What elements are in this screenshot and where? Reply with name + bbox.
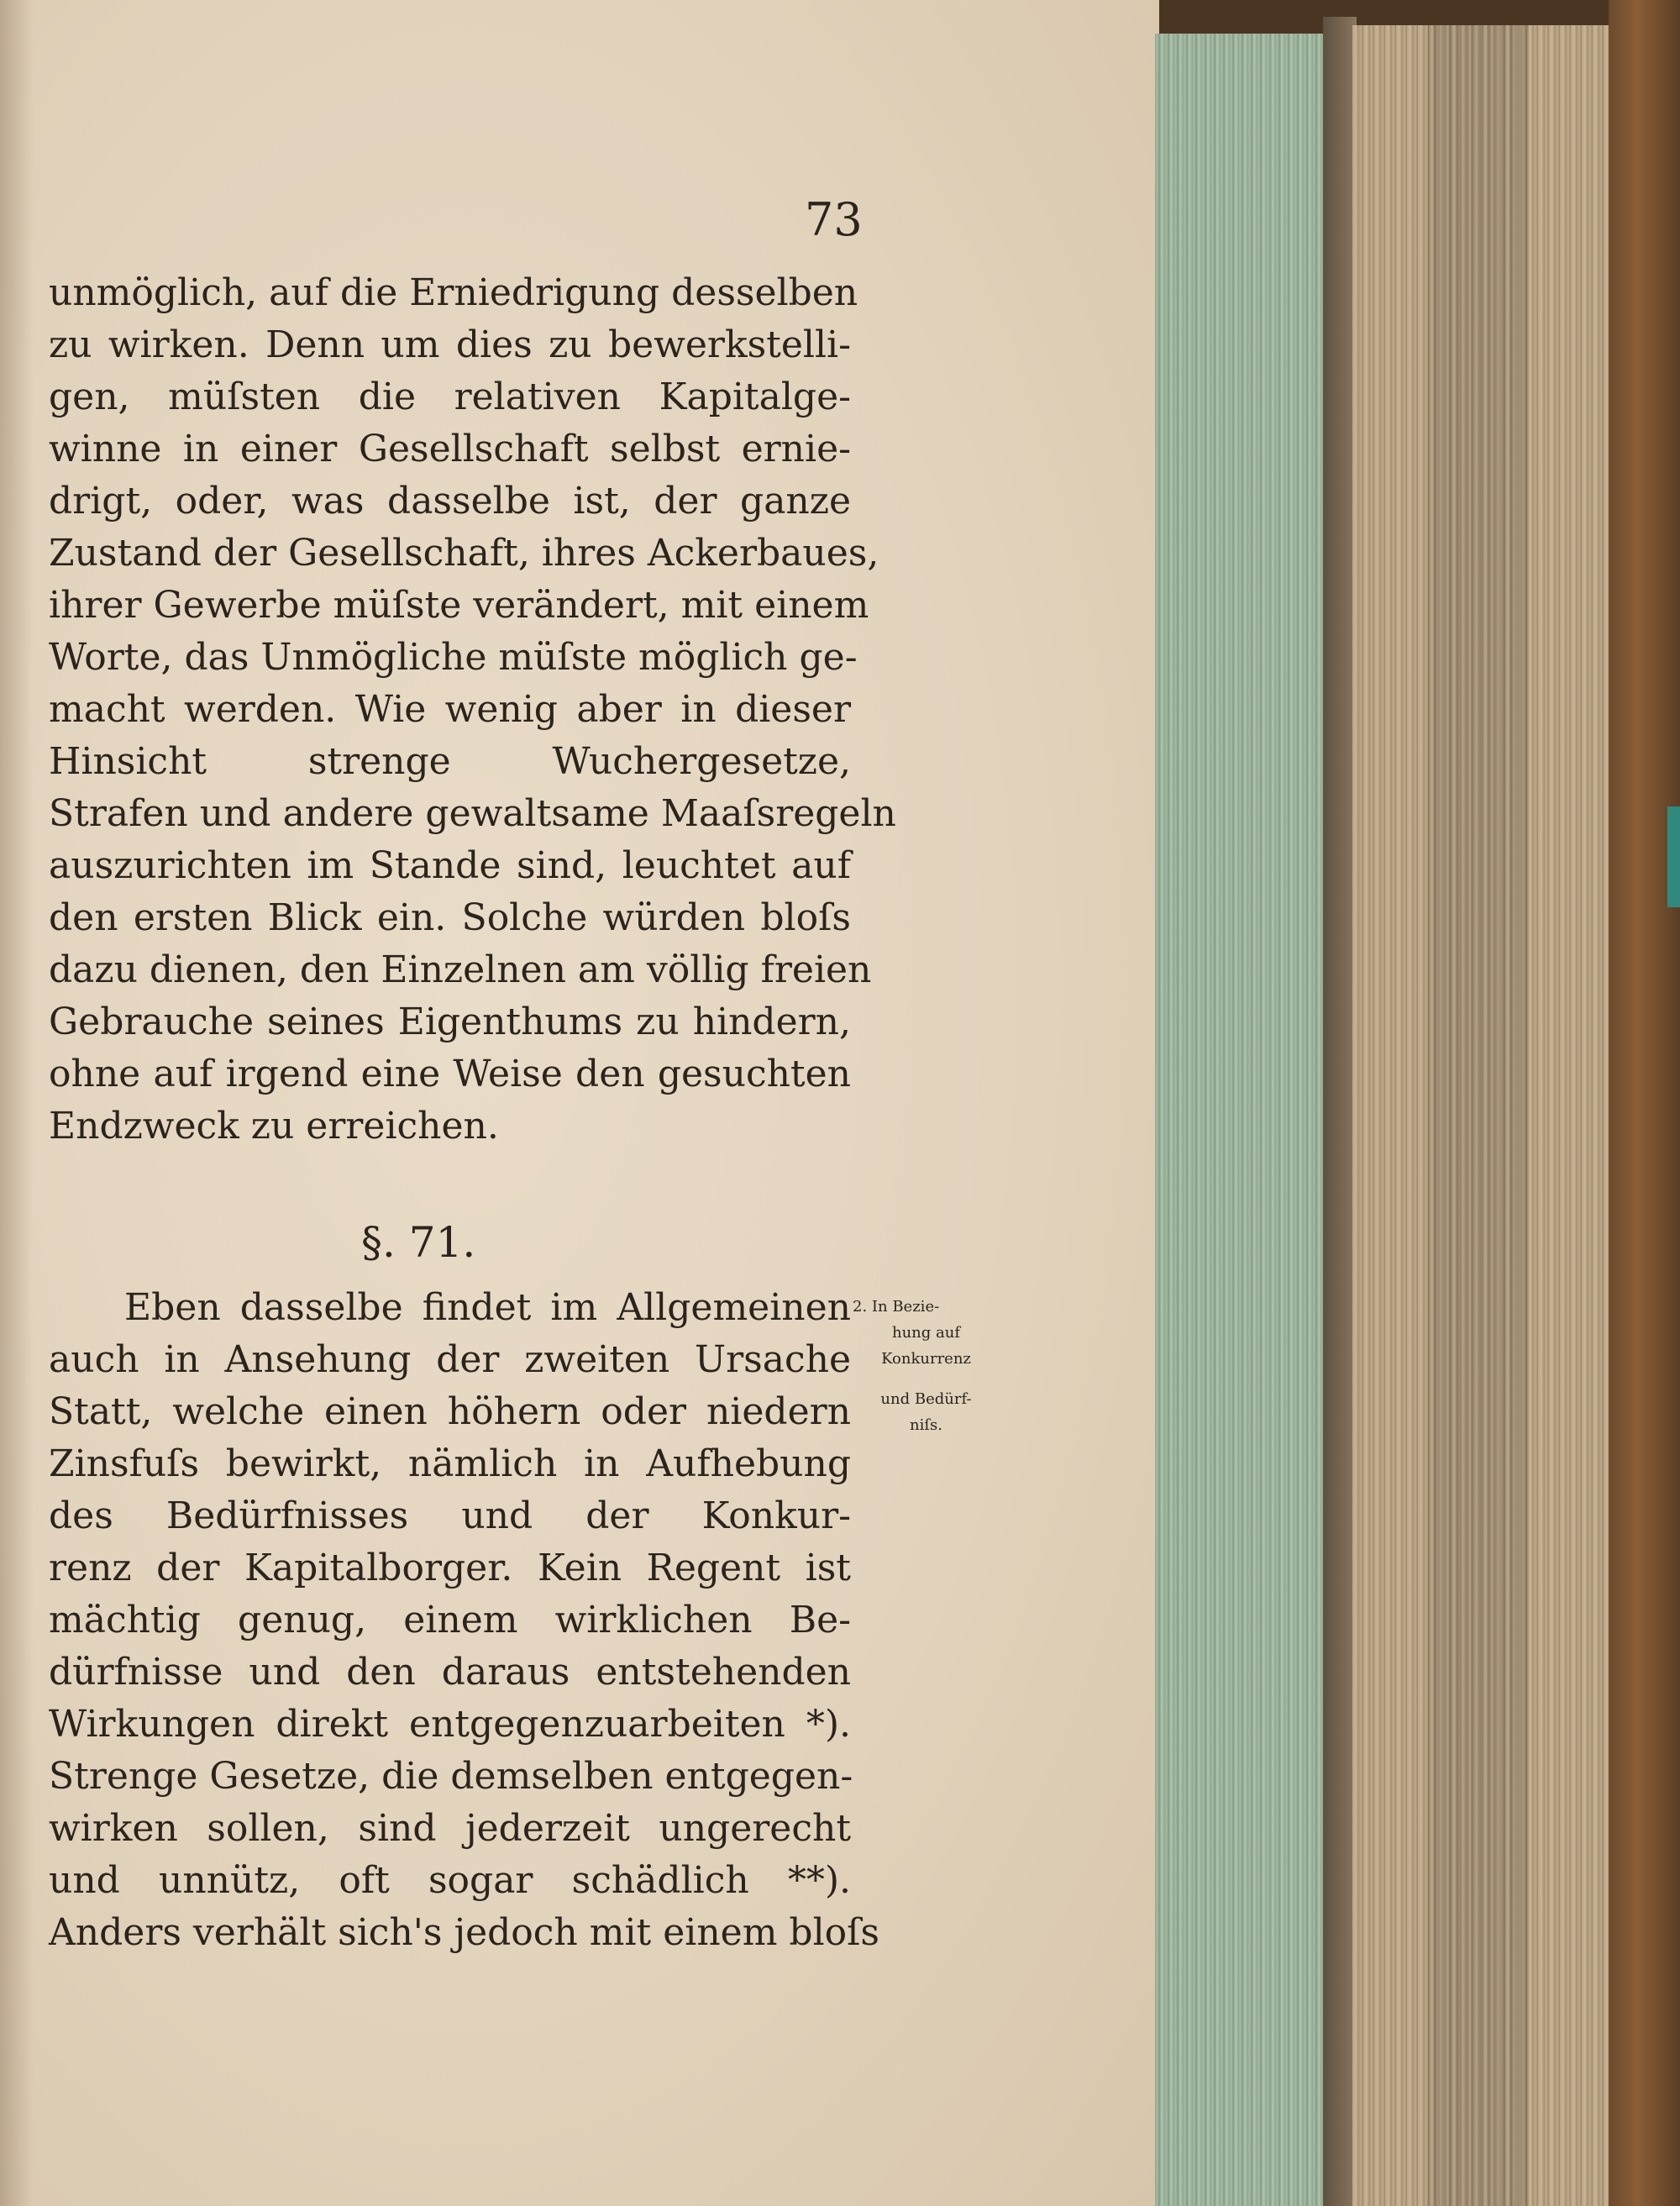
margin-note-line: und Bedürf- — [880, 1390, 972, 1408]
margin-note-line: hung auf — [891, 1324, 960, 1342]
text-line: mächtig genug, einem wirklichen Be- — [49, 1599, 851, 1641]
text-line: Anders verhält sich's jedoch mit einem bloſs — [49, 1911, 880, 1954]
text-line: Zustand der Gesellschaft, ihres Ackerbaues, — [49, 532, 879, 575]
text-line: Statt, welche einen höhern oder niedern — [49, 1390, 851, 1433]
text-line: Worte, das Unmögliche müſste möglich ge- — [49, 636, 858, 679]
text-line: wirken sollen, sind jederzeit ungerecht — [49, 1807, 851, 1850]
text-line: dürfnisse und den daraus entstehenden — [49, 1651, 851, 1694]
text-line: Endzweck zu erreichen. — [49, 1105, 499, 1148]
text-line: und unnütz, oft sogar schädlich **). — [49, 1859, 851, 1902]
margin-note-line: 2. In Bezie- — [853, 1298, 940, 1316]
text-line: Zinsfuſs bewirkt, nämlich in Aufhebung — [49, 1442, 851, 1485]
text-line: ohne auf irgend eine Weise den gesuchten — [49, 1053, 851, 1095]
text-line: den ersten Blick ein. Solche würden bloſs — [49, 896, 851, 939]
margin-note-line: Konkurrenz — [881, 1350, 971, 1368]
text-line: winne in einer Gesellschaft selbst ernie- — [49, 428, 851, 470]
text-line: macht werden. Wie wenig aber in dieser — [49, 688, 851, 731]
section-heading: §. 71. — [361, 1218, 476, 1267]
text-line: dazu dienen, den Einzelnen am völlig freien — [49, 948, 872, 991]
text-line: renz der Kapitalborger. Kein Regent ist — [49, 1547, 851, 1589]
page-edge-shadow — [1323, 17, 1357, 2206]
margin-note-line: niſs. — [910, 1416, 942, 1434]
text-line: auszurichten im Stande sind, leuchtet auf — [49, 844, 851, 887]
text-line: Hinsicht strenge Wuchergesetze, — [49, 740, 851, 783]
text-line: drigt, oder, was dasselbe ist, der ganze — [49, 480, 851, 523]
text-line: Gebrauche seines Eigenthums zu hindern, — [49, 1001, 851, 1043]
text-line: unmöglich, auf die Erniedrigung desselben — [49, 271, 858, 314]
text-line: des Bedürfnisses und der Konkur- — [49, 1494, 851, 1537]
text-line: Strafen und andere gewaltsame Maaſsregeln — [49, 792, 896, 835]
book-cover — [1609, 0, 1680, 2206]
text-line: Eben dasselbe findet im Allgemeinen — [124, 1286, 851, 1329]
page-number: 73 — [805, 193, 863, 246]
page-edges — [1352, 25, 1613, 2206]
text-line: Wirkungen direkt entgegenzuarbeiten *). — [49, 1703, 851, 1746]
text-line: ihrer Gewerbe müſste verändert, mit einem — [49, 584, 869, 627]
cover-bookmark-tab — [1667, 806, 1680, 907]
page-edges-green — [1155, 34, 1323, 2206]
text-line: zu wirken. Denn um dies zu bewerkstelli- — [49, 323, 851, 366]
text-line: Strenge Gesetze, die demselben entgegen- — [49, 1755, 853, 1798]
text-line: auch in Ansehung der zweiten Ursache — [49, 1338, 851, 1381]
text-line: gen, müſsten die relativen Kapitalge- — [49, 376, 851, 418]
